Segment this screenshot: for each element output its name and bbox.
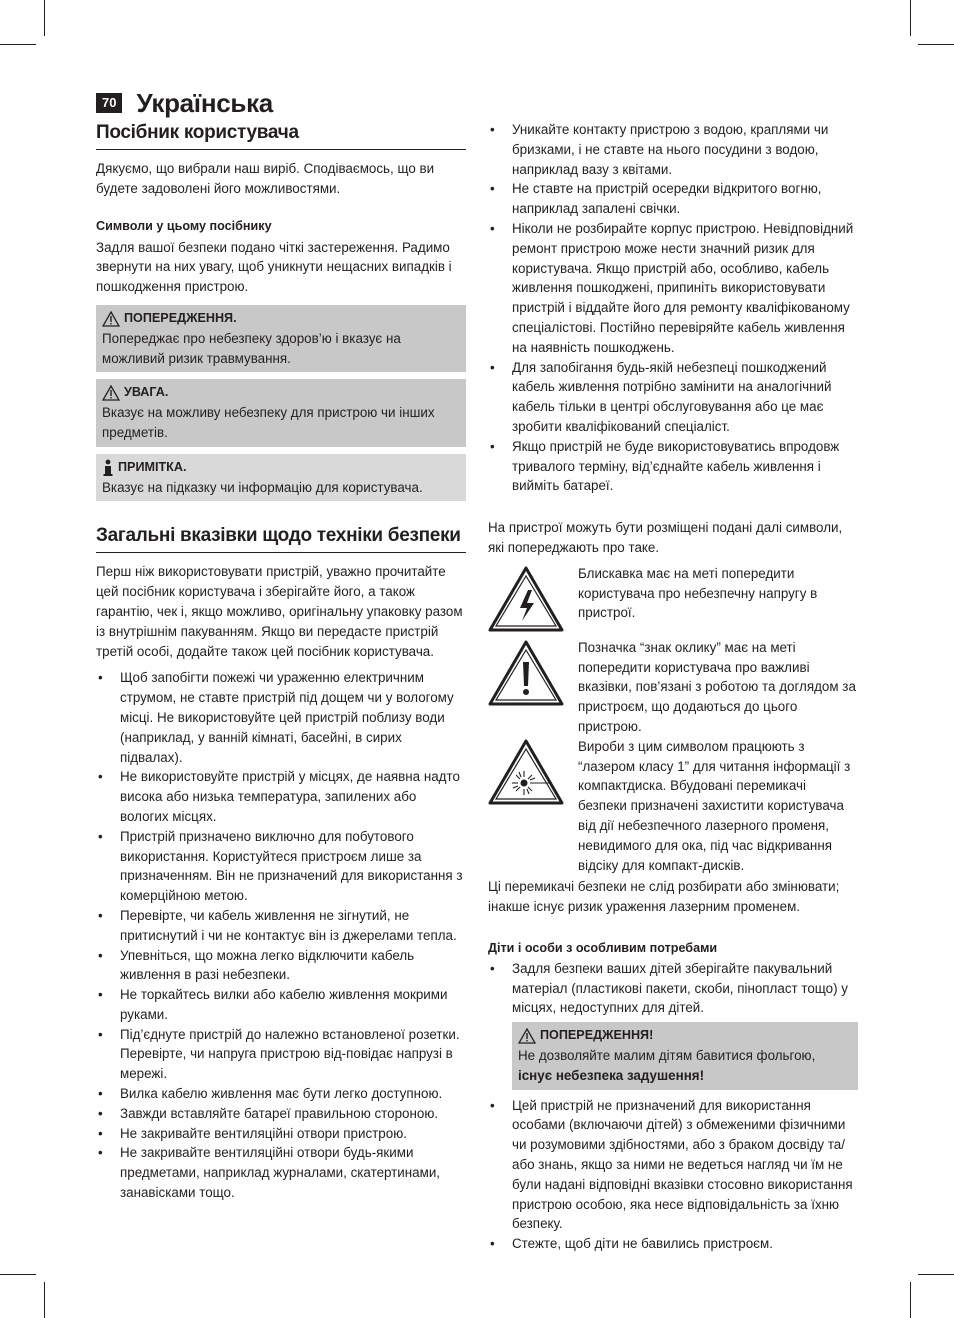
children-heading: Діти і особи з особливим потребами (488, 940, 718, 955)
list-item: • Не закривайте вентиляційні отвори будь-якими предметами, наприклад журналами, скатертинами, занавісками тощо. (96, 1143, 466, 1202)
warning-text: Попереджає про небезпеку здоров’ю і вказує на можливий ризик травмування. (102, 330, 401, 366)
note-title-row (102, 458, 460, 478)
crop-mark (44, 1282, 45, 1318)
warning-box (96, 305, 466, 372)
note-box (96, 454, 466, 502)
symbols-heading: Символи у цьому посібнику (96, 218, 272, 233)
crop-mark (0, 1274, 36, 1275)
list-item: • Не закривайте вентиляційні отвори пристрою. (96, 1124, 466, 1144)
children-warning-box (512, 1022, 858, 1089)
note-title: ПРИМІТКА. (118, 459, 187, 474)
list-item: • Стежте, щоб діти не бавились пристроєм. (488, 1234, 858, 1254)
list-item: • Не використовуйте пристрій у місцях, де наявна надто висока або низька температура, запилених або вологих місцях. (96, 767, 466, 826)
warning-title-row (518, 1026, 852, 1046)
safety-list (96, 668, 466, 1203)
left-column (96, 120, 466, 1203)
list-item: • Завжди вставляйте батареї правильною стороною. (96, 1104, 466, 1124)
crop-mark (910, 1282, 911, 1318)
crop-mark (918, 44, 954, 45)
symbol-lightning (488, 564, 858, 632)
caution-title-row (102, 383, 460, 403)
children-list-continued (488, 1096, 858, 1254)
crop-mark (918, 1274, 954, 1275)
exclamation-warning-icon (488, 640, 564, 706)
list-item: • Цей пристрій не призначений для використання особами (включаючи дітей) з обмеженими фізичними чи розумовими здібностями, або з браком досвіду та/або знань, якщо за ними не ведеться нагляд чи їм не були надані відповідні вказівки стосовно використання пристрою особою, яка несе відповідальність за їхню безпеку. (488, 1096, 858, 1235)
list-item: • Ніколи не розбирайте корпус пристрою. Невідповідний ремонт пристрою може нести значний ризик для користувача. Якщо пристрій або, особливо, кабель живлення пошкоджені, припиніть використовувати пристрій і віддайте його для ремонту кваліфікованому спеціалістові. Постійно перевіряйте кабель живлення на наявність пошкоджень. (488, 219, 858, 358)
warning-title-row (102, 309, 460, 329)
safety-list-continued (488, 120, 858, 496)
warning-title: ПОПЕРЕДЖЕННЯ. (124, 310, 237, 325)
crop-mark (44, 0, 45, 36)
list-item: • Задля безпеки ваших дітей зберігайте пакувальний матеріал (пластикові пакети, скоби, пінопласт тощо) у місцях, недоступних для дітей. (488, 959, 858, 1018)
intro-text: Дякуємо, що вибрали наш виріб. Сподіваємось, що ви будете задоволені його можливостями. (96, 161, 435, 196)
crop-mark (0, 44, 36, 45)
info-icon (102, 459, 114, 477)
symbol-text: Позначка “знак оклику” має на меті попередити користувача про важливі вказівки, пов’язані з роботою та доглядом за пристроєм, що додаються до цього пристрою. (578, 639, 856, 734)
caution-text: Вказує на можливу небезпеку для пристрою чи інших предметів. (102, 405, 435, 440)
crop-mark (910, 0, 911, 36)
symbols-text: Задля вашої безпеки подано чіткі застереження. Радимо звернути на них увагу, щоб уникнути нещасних випадків і пошкодження пристрою. (96, 239, 452, 295)
list-item: • Упевніться, що можна легко відключити кабель живлення в разі небезпеки. (96, 946, 466, 986)
warning-text (518, 1046, 852, 1086)
warning-text-regular: Не дозволяйте малим дітям бавитися фольгою, (518, 1048, 816, 1064)
safety-title: Загальні вказівки щодо техніки безпеки (96, 523, 466, 553)
symbol-text: Блискавка має на меті попередити користувача про небезпечну напругу в пристрої. (578, 565, 818, 621)
list-item: • Щоб запобігти пожежі чи ураженню електричним струмом, не ставте пристрій під дощем чи у вологому місці. Не використовуйте цей пристрій поблизу води (наприклад, у ванній кімнаті, басейні, в сирих підвалах). (96, 668, 466, 767)
page-number: 70 (96, 93, 122, 113)
language-title: Українська (136, 87, 273, 118)
warning-triangle-icon (102, 311, 120, 327)
symbol-laser (488, 737, 858, 876)
note-text: Вказує на підказку чи інформацію для користувача. (102, 479, 423, 495)
lightning-warning-icon (488, 566, 564, 632)
list-item: • Для запобігання будь-якій небезпеці пошкоджений кабель живлення потрібно замінити на аналогічний кабель тільки в центрі обслуговування або це має зробити кваліфікований спеціаліст. (488, 358, 858, 437)
list-item: • Якщо пристрій не буде використовуватись впродовж тривалого терміну, від’єднайте кабель живлення і вийміть батареї. (488, 437, 858, 496)
caution-title: УВАГА. (124, 385, 169, 400)
right-column (488, 120, 858, 1254)
symbol-text: Вироби з цим символом працюють з “лазером класу 1” для читання інформації з компактдиска. Вбудовані перемикачі безпеки призначені захистити користувача від дії небезпечного лазерного променя, невидимого для ока, під час відкривання відсіку для компакт-дисків. (578, 738, 851, 873)
warning-triangle-icon (102, 385, 120, 401)
symbol-exclamation (488, 638, 858, 737)
list-item: • Не торкайтесь вилки або кабелю живлення мокрими руками. (96, 985, 466, 1025)
warning-triangle-icon (518, 1028, 536, 1044)
warning-text-bold: існує небезпека задушення! (518, 1067, 705, 1083)
list-item: • Уникайте контакту пристрою з водою, краплями чи бризками, і не ставте на нього посудини з водою, наприклад вазу з квітами. (488, 120, 858, 179)
list-item: • Під’єднуте пристрій до належно встановленої розетки. Перевірте, чи напруга пристрою від-повідає напрузі в мережі. (96, 1025, 466, 1084)
laser-note: Ці перемикачі безпеки не слід розбирати або змінювати; інакше існує ризик ураження лазерним променем. (488, 879, 840, 915)
warning-title: ПОПЕРЕДЖЕННЯ! (540, 1028, 654, 1043)
list-item: • Перевірте, чи кабель живлення не зігнутий, не притиснутий і чи не контактує він із джерелами тепла. (96, 906, 466, 946)
page-header (96, 86, 273, 120)
symbols-intro: На пристрої можуть бути розміщені подані далі символи, які попереджають про таке. (488, 520, 843, 555)
children-list (488, 959, 858, 1018)
manual-title: Посібник користувача (96, 120, 466, 150)
laser-warning-icon (488, 739, 564, 805)
caution-box (96, 379, 466, 446)
list-item: • Вилка кабелю живлення має бути легко доступною. (96, 1084, 466, 1104)
list-item: • Не ставте на пристрій осередки відкритого вогню, наприклад запалені свічки. (488, 179, 858, 219)
safety-intro: Перш ніж використовувати пристрій, уважно прочитайте цей посібник користувача і зберігайте його, а також гарантію, чек і, якщо можливо, оригінальну упаковку разом із внутрішнім пакуванням. Якщо ви передасте пристрій третій особі, додайте також цей посібник користувача. (96, 564, 463, 659)
list-item: • Пристрій призначено виключно для побутового використання. Користуйтеся пристроєм лише за призначенням. Він не призначений для використання з комерційною метою. (96, 827, 466, 906)
